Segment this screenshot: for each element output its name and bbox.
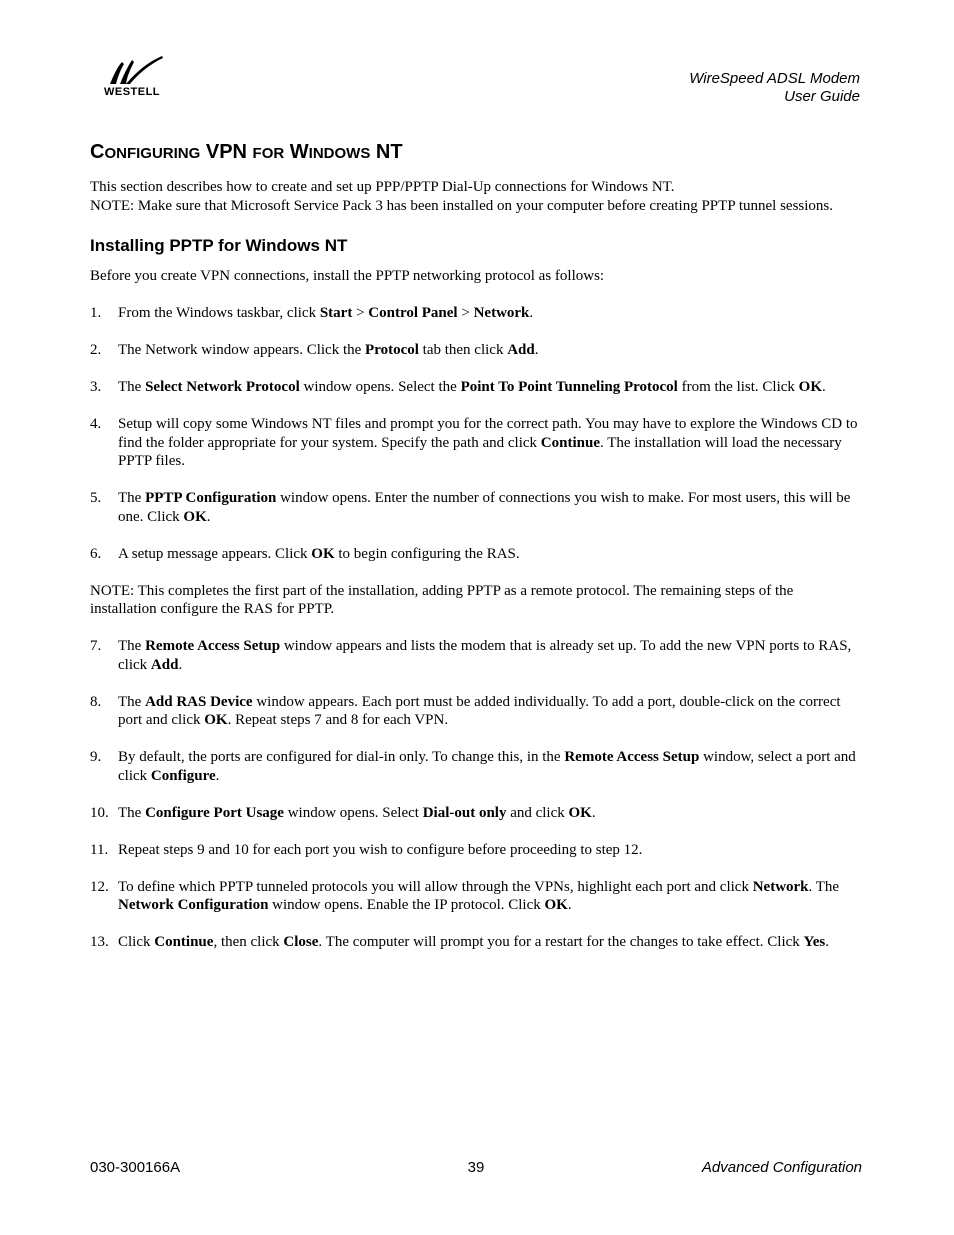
list-item	[90, 415, 862, 471]
list-item	[90, 341, 862, 360]
step-number: 3.	[90, 379, 102, 395]
page-content	[90, 140, 862, 952]
step-keyword: OK	[204, 712, 228, 728]
section-title: CONFIGURING VPN FOR WINDOWS NT	[90, 141, 403, 163]
step-keyword: Protocol	[365, 342, 419, 358]
step-text-run: window opens. Select	[283, 804, 423, 821]
list-item	[90, 933, 862, 952]
step-text-run: The	[118, 638, 146, 654]
step-text-run: . The	[808, 878, 840, 895]
step-keyword: Start	[319, 305, 353, 321]
step-text-run: >	[457, 305, 474, 321]
list-item	[90, 693, 862, 730]
step-text	[118, 415, 862, 471]
step-text-run: Click	[118, 934, 155, 950]
step-text-run: and click	[506, 804, 569, 821]
step-number: 10.	[90, 804, 109, 821]
step-keyword: Continue	[154, 934, 214, 950]
step-text-run: .	[215, 767, 220, 784]
step-text	[118, 804, 862, 823]
step-text-run: Repeat steps 9 and 10 for each port you wish to configure before proceeding to step 12.	[118, 841, 643, 858]
step-text	[118, 378, 862, 397]
step-keyword: Add	[507, 342, 535, 358]
step-keyword: Dial-out only	[422, 804, 507, 821]
step-keyword: Configure	[150, 767, 216, 784]
step-text-run: , then click	[213, 934, 284, 950]
step-text-run: window opens. Select the	[299, 379, 461, 395]
step-text	[118, 841, 862, 860]
step-keyword: Close	[283, 934, 319, 950]
step-keyword: OK	[183, 508, 207, 525]
step-text	[118, 748, 862, 785]
step-text-run: The	[118, 804, 146, 821]
page-number: 39	[467, 1159, 485, 1176]
step-keyword: Yes	[803, 934, 826, 950]
step-text	[118, 933, 862, 952]
installation-note: NOTE: This completes the first part of the installation, adding PPTP as a remote protocol. The remaining steps of the installation configure the RAS for PPTP.	[90, 582, 794, 617]
product-name: WireSpeed ADSL Modem	[689, 70, 860, 87]
step-number: 5.	[90, 490, 102, 506]
step-text-run: A setup message appears. Click	[118, 545, 312, 562]
step-text-run: .	[825, 934, 829, 950]
step-number: 7.	[90, 638, 102, 654]
list-item	[90, 804, 862, 823]
step-number: 2.	[90, 342, 102, 358]
step-keyword: OK	[798, 379, 823, 395]
step-text	[118, 545, 862, 564]
step-text-run: .	[591, 804, 596, 821]
step-text-run: from the list. Click	[677, 379, 799, 395]
step-text	[118, 489, 862, 526]
step-text-run: The	[118, 490, 146, 506]
list-item	[90, 378, 862, 397]
running-header	[689, 70, 860, 106]
step-text-run: . The computer will prompt you for a restart for the changes to take effect. Click	[318, 934, 804, 950]
step-keyword: Configure Port Usage	[145, 804, 284, 821]
step-text-run: . Repeat steps 7 and 8 for each VPN.	[227, 712, 449, 728]
step-text-run: The	[118, 693, 146, 710]
step-text	[118, 878, 862, 915]
step-text-run: >	[352, 305, 369, 321]
step-keyword: Network Configuration	[118, 897, 269, 913]
step-keyword: OK	[544, 897, 568, 913]
step-text-run: Setup will copy some Windows NT files and prompt you for the correct path. You may have to explore the Windows CD to find the folder appropriate for your system. Specify the path and click	[118, 416, 858, 451]
step-text	[118, 693, 862, 730]
subsection-intro: Before you create VPN connections, install the PPTP networking protocol as follows:	[90, 268, 605, 284]
step-keyword: Remote Access Setup	[145, 638, 281, 654]
step-text-run: window appears and lists the modem that is already set up. To add the new VPN ports to RAS, click	[118, 638, 852, 673]
step-text-run: to begin configuring the RAS.	[334, 545, 520, 562]
service-pack-note: NOTE: Make sure that Microsoft Service Pack 3 has been installed on your computer before creating PPTP tunnel sessions.	[90, 197, 834, 214]
step-text-run: By default, the ports are configured for dial-in only. To change this, in the	[118, 749, 565, 765]
step-list-part-1	[90, 304, 862, 563]
step-keyword: OK	[311, 545, 335, 562]
step-text-run: window opens. Enter the number of connections you wish to make. For most users, this will be one. Click	[118, 490, 851, 525]
step-text-run: The	[118, 379, 146, 395]
step-text-run: To define which PPTP tunneled protocols you will allow through the VPNs, highlight each port and click	[118, 878, 753, 895]
step-keyword: PPTP Configuration	[145, 490, 277, 506]
step-text-run: window opens. Enable the IP protocol. Click	[268, 897, 545, 913]
step-keyword: Add	[150, 656, 179, 673]
step-number: 9.	[90, 749, 102, 765]
step-text-run: .	[529, 305, 534, 321]
step-keyword: Point To Point Tunneling Protocol	[460, 379, 678, 395]
step-number: 12.	[90, 878, 109, 895]
step-text	[118, 637, 862, 674]
list-item	[90, 489, 862, 526]
page-footer	[90, 1159, 862, 1179]
list-item	[90, 841, 862, 860]
list-item	[90, 304, 862, 323]
step-text-run: .	[567, 897, 572, 913]
step-text-run: .	[206, 508, 211, 525]
list-item	[90, 878, 862, 915]
step-text-run: The Network window appears. Click the	[118, 342, 366, 358]
westell-swoosh-icon	[96, 54, 168, 86]
step-text-run: window appears. Each port must be added individually. To add a port, double-click on the correct port and click	[118, 693, 841, 728]
list-item	[90, 637, 862, 674]
step-text-run: tab then click	[418, 342, 508, 358]
step-text-run: . The installation will load the necessary PPTP files.	[118, 434, 842, 469]
westell-logo	[96, 54, 168, 98]
step-keyword: Remote Access Setup	[564, 749, 700, 765]
list-item	[90, 748, 862, 785]
step-keyword: Select Network Protocol	[145, 379, 300, 395]
step-text-run: .	[822, 379, 826, 395]
doc-number: 030-300166A	[90, 1159, 181, 1176]
intro-paragraph: This section describes how to create and set up PPP/PPTP Dial-Up connections for Windows NT.	[90, 179, 675, 195]
step-number: 8.	[90, 693, 102, 710]
step-number: 13.	[90, 934, 109, 950]
step-list-part-2	[90, 637, 862, 952]
step-text-run: From the Windows taskbar, click	[118, 305, 320, 321]
step-keyword: Add RAS Device	[145, 693, 253, 710]
step-keyword: Network	[473, 305, 530, 321]
step-keyword: Continue	[540, 434, 600, 451]
step-number: 4.	[90, 416, 102, 432]
subsection-title: Installing PPTP for Windows NT	[90, 236, 348, 255]
step-keyword: Control Panel	[368, 305, 458, 321]
step-keyword: OK	[568, 804, 592, 821]
step-text	[118, 304, 862, 323]
list-item	[90, 545, 862, 564]
chapter-name: Advanced Configuration	[701, 1159, 862, 1176]
step-text-run: .	[534, 342, 539, 358]
step-number: 11.	[90, 841, 109, 858]
step-text-run: .	[178, 656, 183, 673]
doc-type: User Guide	[784, 88, 860, 105]
step-number: 1.	[90, 305, 102, 321]
logo-text: WESTELL	[103, 86, 161, 98]
step-number: 6.	[90, 545, 102, 562]
step-text	[118, 341, 862, 360]
step-text-run: window, select a port and click	[118, 749, 856, 784]
step-keyword: Network	[752, 878, 809, 895]
